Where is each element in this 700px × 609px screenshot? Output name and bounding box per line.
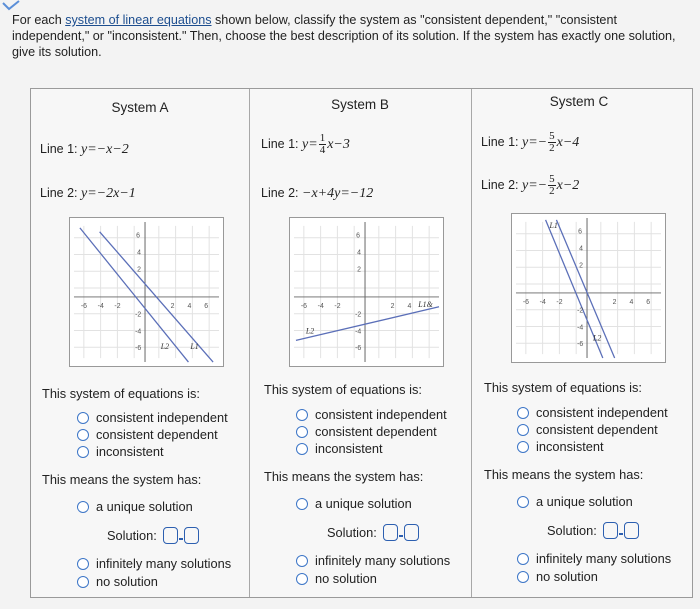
radio-button[interactable] bbox=[296, 498, 308, 510]
radio-button[interactable] bbox=[77, 576, 89, 588]
system-b-graph bbox=[289, 217, 444, 367]
radio-button[interactable] bbox=[77, 412, 89, 424]
line-label-l2: L2 bbox=[305, 326, 315, 336]
tick-label: 4 bbox=[407, 302, 412, 310]
radio-button[interactable] bbox=[517, 424, 529, 436]
instructions bbox=[12, 12, 690, 60]
system-a-line2: Line 2: y=−2x−1 bbox=[40, 186, 136, 201]
tick-label: -6 bbox=[300, 302, 308, 310]
option-inconsistent[interactable]: inconsistent bbox=[296, 441, 383, 456]
radio-button[interactable] bbox=[517, 571, 529, 583]
system-c-line2: Line 2: y=− $\frac{5}{2}$ x−2 bbox=[481, 173, 580, 197]
tick-label: -6 bbox=[355, 345, 362, 353]
line-label-l2: L2 bbox=[592, 333, 602, 343]
tick-label: 4 bbox=[137, 249, 141, 257]
solution-entry[interactable]: Solution: bbox=[327, 524, 420, 541]
option-inconsistent[interactable]: inconsistent bbox=[77, 444, 164, 459]
solution-input-icon[interactable] bbox=[163, 527, 200, 544]
tick-label: -4 bbox=[135, 328, 142, 336]
line-label-l2: L2 bbox=[160, 342, 170, 352]
tick-label: 2 bbox=[357, 266, 361, 274]
means-prompt: This means the system has: bbox=[264, 469, 424, 484]
radio-button[interactable] bbox=[77, 558, 89, 570]
tick-label: -4 bbox=[577, 324, 584, 332]
system-a-graph bbox=[69, 217, 224, 367]
system-b-title: System B bbox=[331, 97, 389, 112]
tick-label: 4 bbox=[357, 249, 361, 257]
option-consistent-independent[interactable]: consistent independent bbox=[296, 407, 447, 422]
radio-button[interactable] bbox=[296, 555, 308, 567]
linear-systems-link[interactable]: system of linear equations bbox=[65, 13, 212, 27]
tick-label: -6 bbox=[80, 302, 88, 310]
radio-button[interactable] bbox=[517, 496, 529, 508]
systems-table bbox=[30, 88, 693, 598]
option-consistent-independent[interactable]: consistent independent bbox=[77, 410, 228, 425]
option-no-solution[interactable]: no solution bbox=[296, 571, 377, 586]
solution-entry[interactable]: Solution: bbox=[107, 527, 200, 544]
option-infinite-solutions[interactable]: infinitely many solutions bbox=[517, 551, 671, 566]
tick-label: -4 bbox=[317, 302, 324, 310]
line-label-l1: L1 bbox=[190, 342, 199, 352]
tick-label: -2 bbox=[577, 307, 584, 315]
tick-label: 6 bbox=[204, 302, 209, 310]
system-c-graph bbox=[511, 213, 666, 363]
tick-label: 2 bbox=[612, 298, 617, 306]
means-prompt: This means the system has: bbox=[42, 472, 202, 487]
tick-label: 4 bbox=[579, 245, 583, 253]
tick-label: 6 bbox=[136, 232, 140, 240]
tick-label: 4 bbox=[629, 298, 634, 306]
tick-label: 2 bbox=[170, 302, 175, 310]
tick-label: -2 bbox=[114, 302, 121, 310]
radio-button[interactable] bbox=[517, 441, 529, 453]
tick-label: -2 bbox=[355, 311, 362, 319]
tick-label: 2 bbox=[579, 262, 583, 270]
option-no-solution[interactable]: no solution bbox=[77, 574, 158, 589]
tick-label: -6 bbox=[522, 298, 530, 306]
option-no-solution[interactable]: no solution bbox=[517, 569, 598, 584]
radio-button[interactable] bbox=[296, 409, 308, 421]
option-unique-solution[interactable]: a unique solution bbox=[296, 496, 412, 511]
instructions-text-2: shown below, classify the system as "consistent dependent," "consistent independent," or "inconsistent." Then, choose the best description of its solution. If the system has exactly one solution, give its solution. bbox=[12, 13, 676, 59]
radio-button[interactable] bbox=[517, 407, 529, 419]
tick-label: -4 bbox=[97, 302, 104, 310]
radio-button[interactable] bbox=[296, 426, 308, 438]
tick-label: 6 bbox=[356, 232, 360, 240]
option-consistent-dependent[interactable]: consistent dependent bbox=[77, 427, 218, 442]
radio-button[interactable] bbox=[77, 429, 89, 441]
radio-button[interactable] bbox=[296, 443, 308, 455]
radio-button[interactable] bbox=[296, 573, 308, 585]
option-infinite-solutions[interactable]: infinitely many solutions bbox=[77, 556, 231, 571]
system-a-line1: Line 1: y=−x−2 bbox=[40, 142, 129, 157]
option-unique-solution[interactable]: a unique solution bbox=[517, 494, 633, 509]
tick-label: -2 bbox=[135, 311, 142, 319]
tick-label: -6 bbox=[135, 345, 142, 353]
option-consistent-dependent[interactable]: consistent dependent bbox=[296, 424, 437, 439]
tick-label: -2 bbox=[556, 298, 563, 306]
system-a-title: System A bbox=[111, 100, 169, 115]
tick-label: -2 bbox=[334, 302, 341, 310]
classify-prompt: This system of equations is: bbox=[484, 380, 642, 395]
radio-button[interactable] bbox=[77, 501, 89, 513]
system-c-line1: Line 1: y=− $\frac{5}{2}$ x−4 bbox=[481, 130, 580, 154]
tick-label: 2 bbox=[390, 302, 395, 310]
means-prompt: This means the system has: bbox=[484, 467, 644, 482]
solution-input-icon[interactable] bbox=[383, 524, 420, 541]
line-label-l1: L1 bbox=[549, 220, 558, 230]
solution-input-icon[interactable] bbox=[603, 522, 640, 539]
tick-label: 6 bbox=[578, 228, 582, 236]
system-b-line2: Line 2: −x+4y=−12 bbox=[261, 186, 374, 201]
tick-label: -4 bbox=[539, 298, 546, 306]
tick-label: 4 bbox=[187, 302, 192, 310]
option-consistent-independent[interactable]: consistent independent bbox=[517, 405, 668, 420]
tick-label: 6 bbox=[646, 298, 651, 306]
instructions-text: For each bbox=[12, 13, 66, 27]
column-divider bbox=[471, 89, 472, 597]
tick-label: -6 bbox=[577, 341, 584, 349]
option-consistent-dependent[interactable]: consistent dependent bbox=[517, 422, 658, 437]
system-c-title: System C bbox=[549, 94, 609, 109]
line-label-l1: L1& bbox=[418, 299, 433, 309]
option-unique-solution[interactable]: a unique solution bbox=[77, 499, 193, 514]
solution-entry[interactable]: Solution: bbox=[547, 522, 640, 539]
radio-button[interactable] bbox=[77, 446, 89, 458]
system-b-line1: Line 1: y= $\frac{1}{4}$ x−3 bbox=[261, 132, 350, 156]
classify-prompt: This system of equations is: bbox=[264, 382, 422, 397]
option-infinite-solutions[interactable]: infinitely many solutions bbox=[296, 553, 450, 568]
option-inconsistent[interactable]: inconsistent bbox=[517, 439, 604, 454]
column-divider bbox=[249, 89, 250, 597]
radio-button[interactable] bbox=[517, 553, 529, 565]
tick-label: -4 bbox=[355, 328, 362, 336]
tick-label: 2 bbox=[137, 266, 141, 274]
classify-prompt: This system of equations is: bbox=[42, 386, 200, 401]
